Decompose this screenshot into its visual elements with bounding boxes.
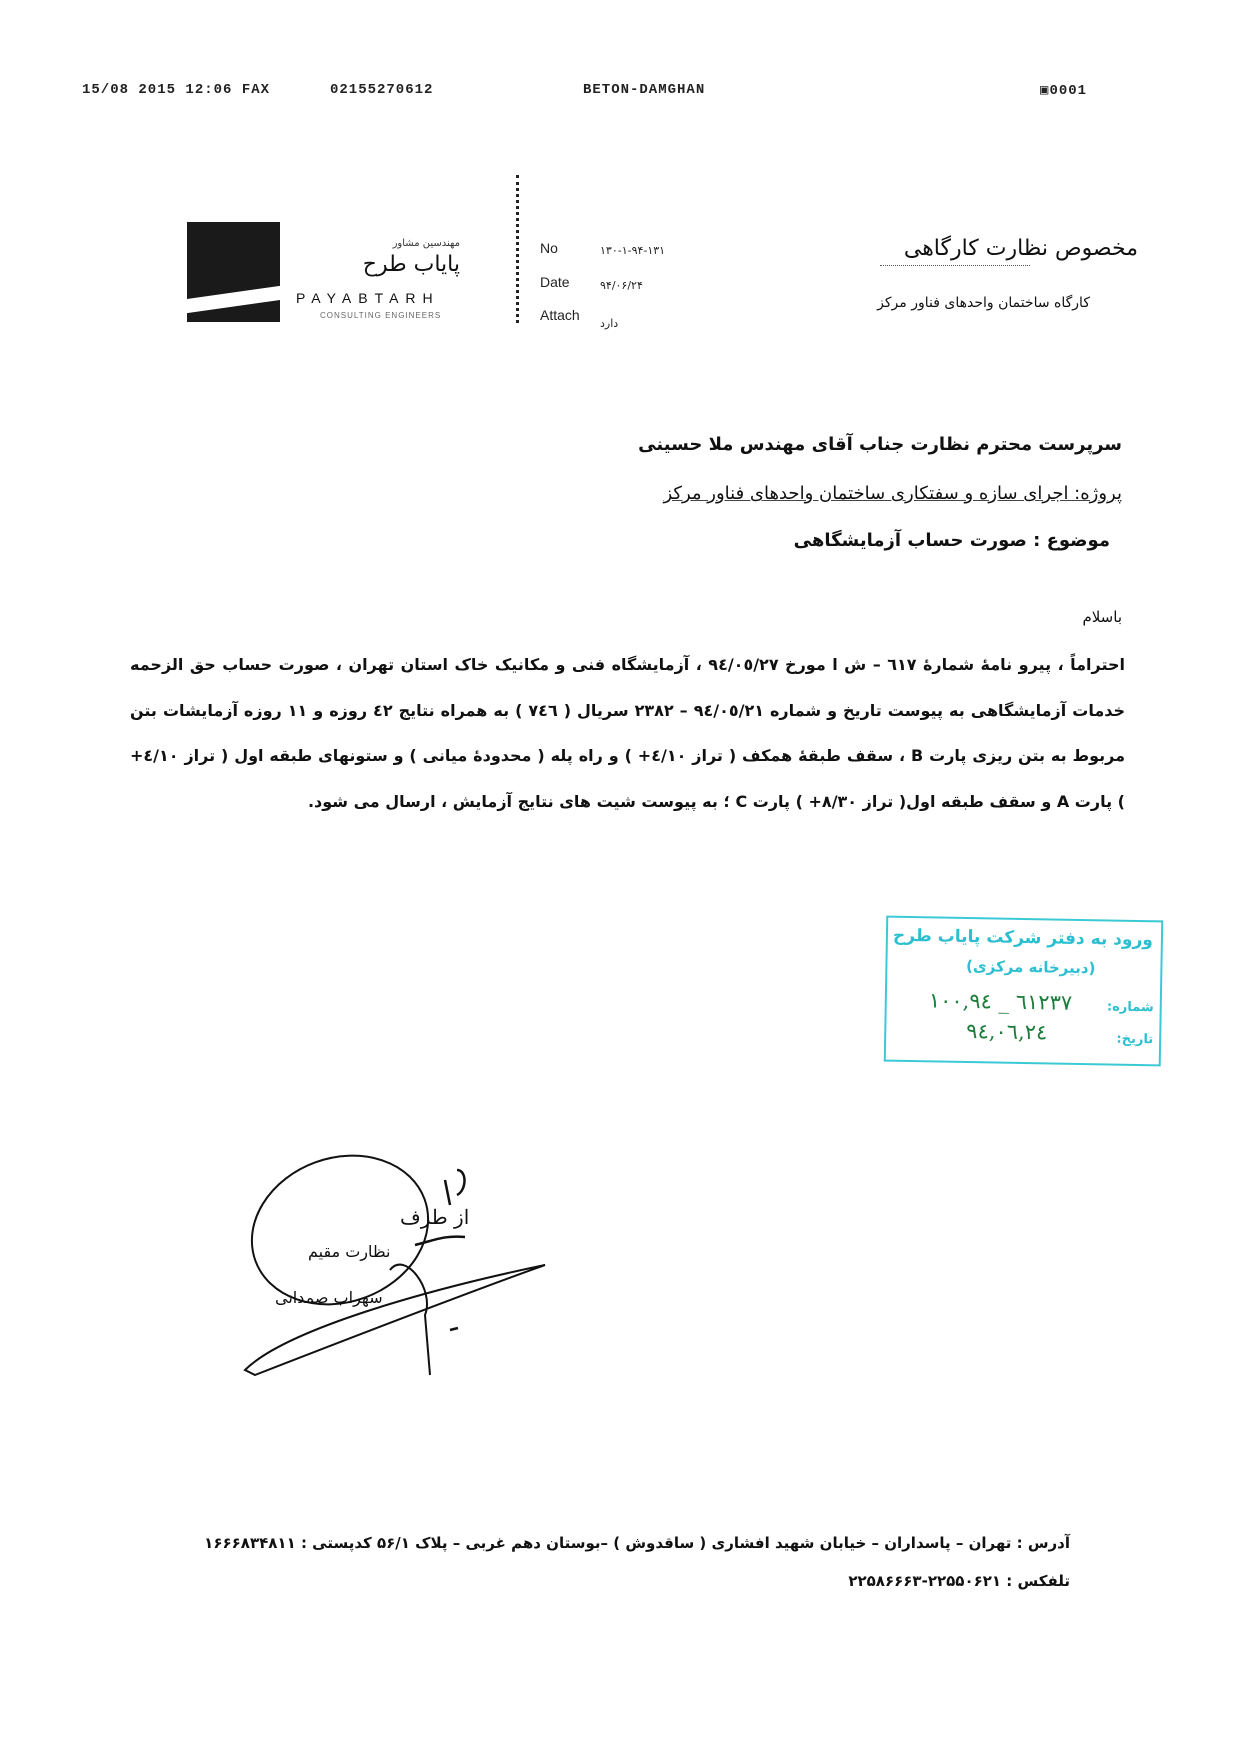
project: [422, 483, 1122, 504]
received-stamp: [884, 916, 1164, 1067]
header-subtitle: کارگاه ساختمان واحدهای فناور مرکز: [877, 295, 1090, 311]
fax-page-number: 0001: [1049, 83, 1088, 99]
attach-value: دارد: [600, 317, 619, 330]
stamp-line1: ورود به دفتر شرکت پایاب طرح: [892, 925, 1154, 951]
company-tagline: مهندسین مشاور: [392, 238, 460, 249]
signature-note: از طرف: [400, 1205, 470, 1229]
stamp-number-label: شماره:: [1106, 999, 1154, 1016]
header-divider: [516, 175, 519, 323]
footer-address: آدرس : تهران – پاسداران – خیابان شهید افشاری ( ساقدوش ) –بوستان دهم غربی – پلاک ۵۶/۱ کدپستی : ۱۶۶۶۸۳۴۸۱۱: [204, 1534, 1070, 1552]
company-name-en: PAYABTARH: [296, 290, 440, 306]
recipient: سرپرست محترم نظارت جناب آقای مهندس ملا حسینی: [638, 434, 1122, 455]
no-value: ۱۳۰-۱-۹۴-۱۳۱: [600, 244, 666, 257]
fax-page: [1040, 82, 1087, 99]
letter-body: احتراماً ، پیرو نامهٔ شمارهٔ ٦١٧ – ش ا مورخ ٩٤/٠٥/٢٧ ، آزمایشگاه فنی و مکانیک خاک استان تهران ، صورت حساب حق الزحمه خدمات آزمایشگاهی به پیوست تاریخ و شماره ٩٤/٠٥/٢١ – ٢٣٨٢ سریال ( ٧٤٦ ) به همراه نتایج ٤٢ روزه و ١١ روزه آزمایشات بتن مربوط به بتن ریزی پارت B ، سقف طبقهٔ همکف ( تراز ٤/١٠+ ) و راه پله ( محدودهٔ میانی ) و ستونهای طبقه اول ( تراز ٤/١٠+ ) پارت A و سقف طبقه اول( تراز ٨/٣٠+ ) پارت C ؛ به پیوست شیت های نتایج آزمایش ، ارسال می شود.: [130, 655, 1126, 811]
footer-telfax: تلفکس : ۲۲۵۵۰۶۲۱-۲۲۵۸۶۶۶۳: [848, 1572, 1070, 1590]
stamp-date-label: تاریخ:: [1116, 1031, 1154, 1048]
salutation: باسلام: [1082, 608, 1122, 626]
fax-page-icon: ▣: [1040, 83, 1050, 99]
signature-name: سهراب صمدانی: [275, 1288, 383, 1307]
stamp-line2: (دبیرخانه مرکزی): [965, 956, 1096, 978]
company-name-fa: پایاب طرح: [362, 252, 460, 277]
fax-datetime: 15/08 2015 12:06 FAX: [82, 82, 271, 98]
date-label: Date: [540, 274, 570, 290]
fax-number: 02155270612: [330, 82, 434, 98]
company-subtitle: CONSULTING ENGINEERS: [320, 311, 442, 320]
subject: موضوع : صورت حساب آزمایشگاهی: [793, 530, 1110, 551]
header-title-underline: [880, 265, 1030, 266]
fax-sender: BETON-DAMGHAN: [583, 82, 706, 98]
attach-label: Attach: [540, 307, 580, 323]
project-text: پروژه: اجرای سازه و سفتکاری ساختمان واحدهای فناور مرکز: [663, 483, 1122, 504]
company-logo-icon: [187, 222, 280, 322]
signature-role: نظارت مقیم: [308, 1242, 391, 1261]
date-value: ۹۴/۰۶/۲۴: [600, 279, 643, 292]
stamp-date-value: ٩٤,٠٦,٢٤: [966, 1019, 1048, 1045]
header-title: مخصوص نظارت کارگاهی: [903, 236, 1138, 261]
no-label: No: [540, 240, 558, 256]
stamp-number-value: ٦١٢٣٧ _ ١٠٠,٩٤: [928, 988, 1073, 1015]
signature-icon: [225, 1150, 565, 1390]
